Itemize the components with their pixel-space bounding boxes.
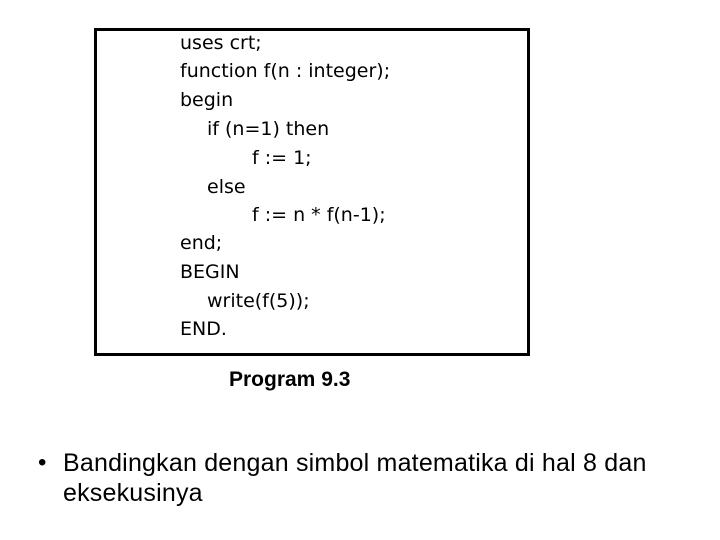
code-line-9: BEGIN [180, 261, 240, 283]
code-line-8: end; [180, 232, 223, 254]
code-line-7: f := n * f(n-1); [252, 204, 386, 226]
bullet-symbol: • [38, 449, 47, 476]
code-line-6: else [207, 176, 246, 198]
code-line-4: if (n=1) then [207, 118, 330, 140]
code-line-1: uses crt; [180, 32, 262, 54]
code-line-11: END. [180, 318, 227, 340]
code-line-2: function f(n : integer); [180, 60, 391, 82]
program-caption: Program 9.3 [229, 368, 351, 391]
code-line-10: write(f(5)); [207, 290, 310, 312]
code-line-3: begin [180, 89, 234, 111]
bullet-text: Bandingkan dengan simbol matematika di hal 8 dan eksekusinya [63, 449, 647, 507]
code-line-5: f := 1; [252, 147, 312, 169]
